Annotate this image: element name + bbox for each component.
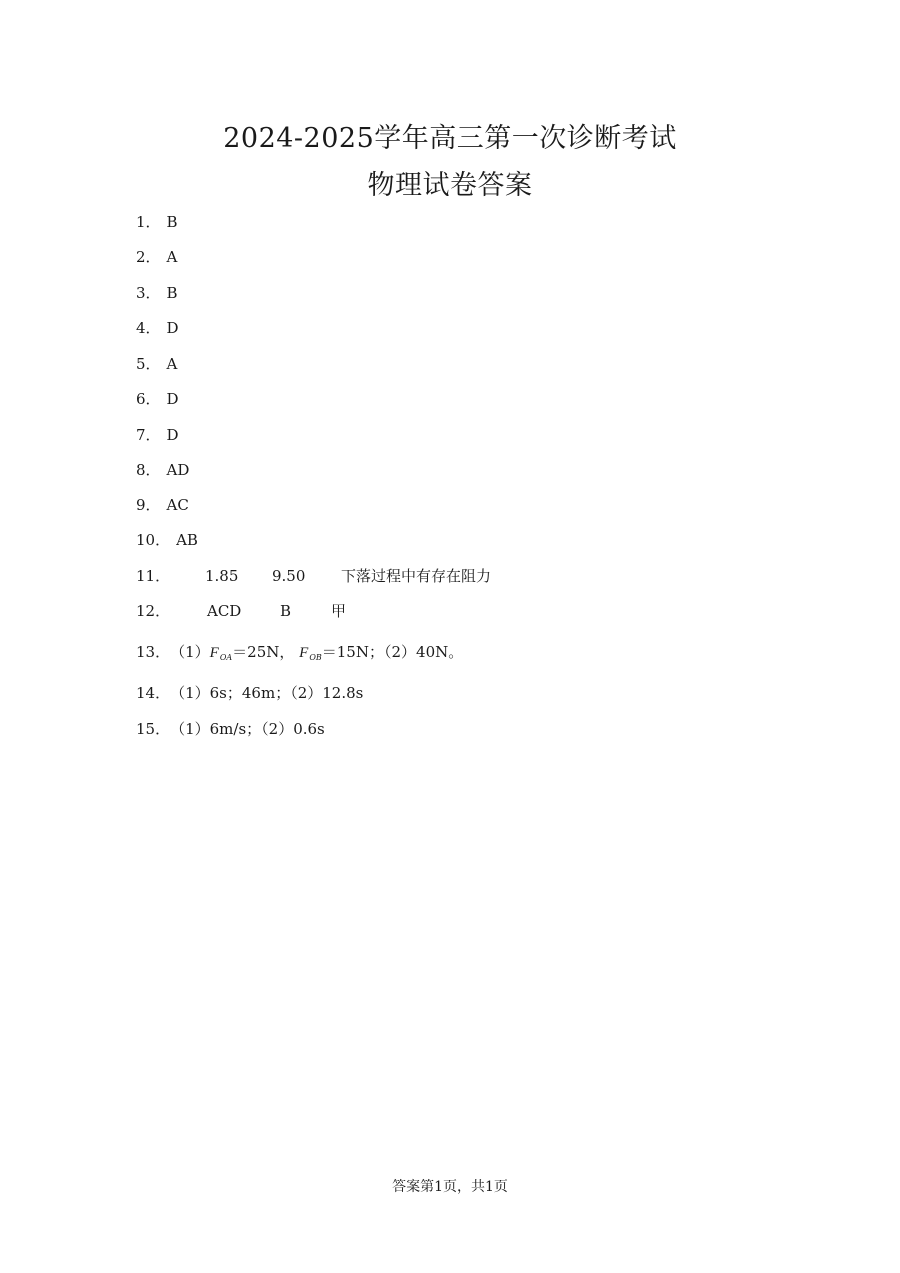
answer-item-12	[136, 601, 346, 621]
force-subscript: OA	[219, 653, 233, 662]
exam-subtitle: 物理试卷答案	[367, 170, 533, 201]
answer-text: （1）6s；46m；（2）12.8s	[170, 684, 364, 702]
answer-item-15	[136, 719, 325, 739]
answer-part-label: （1）	[170, 643, 210, 661]
answer-item-2	[136, 247, 177, 267]
answer-item-8	[136, 460, 189, 480]
question-number: 13．	[136, 643, 171, 661]
page-footer: 答案第1页，共1页	[392, 1179, 508, 1195]
answer-text: A	[166, 355, 178, 373]
question-number: 10．	[136, 531, 171, 549]
force-value: ＝15N；	[321, 643, 384, 661]
question-number: 8．	[136, 461, 161, 479]
answer-blank: 下落过程中有存在阻力	[341, 567, 492, 585]
answer-part-text: （2）40N。	[383, 643, 464, 661]
answer-text: B	[166, 284, 178, 302]
question-number: 1．	[136, 213, 161, 231]
answer-item-13	[136, 642, 463, 668]
answer-item-3	[136, 283, 178, 303]
question-number: 2．	[136, 248, 161, 266]
answer-item-9	[136, 495, 189, 515]
answer-text: AC	[166, 496, 189, 514]
exam-title: 2024-2025学年高三第一次诊断考试	[223, 123, 677, 154]
question-number: 6．	[136, 390, 161, 408]
answer-item-7	[136, 425, 179, 445]
question-number: 7．	[136, 426, 161, 444]
question-number: 9．	[136, 496, 161, 514]
answer-blank: 甲	[331, 602, 347, 620]
answer-item-14	[136, 683, 363, 703]
question-number: 3．	[136, 284, 161, 302]
answer-item-6	[136, 389, 179, 409]
answer-text: （1）6m/s；（2）0.6s	[170, 720, 325, 738]
question-number: 15．	[136, 720, 171, 738]
answer-item-4	[136, 318, 179, 338]
answer-text: D	[166, 319, 179, 337]
force-subscript: OB	[309, 653, 322, 662]
answer-text: AB	[176, 531, 198, 549]
answer-text: D	[166, 426, 179, 444]
answer-blank: B	[280, 602, 292, 620]
answer-text: AD	[166, 461, 190, 479]
question-number: 4．	[136, 319, 161, 337]
force-value: ＝25N，	[232, 643, 295, 661]
answer-item-10	[136, 530, 198, 550]
answer-blank: ACD	[207, 602, 242, 620]
answer-blank: 1.85	[205, 567, 239, 585]
question-number: 5．	[136, 355, 161, 373]
answer-item-11	[136, 566, 491, 586]
answer-blank: 9.50	[272, 567, 306, 585]
answer-text: A	[166, 248, 178, 266]
answer-item-5	[136, 354, 177, 374]
question-number: 12．	[136, 602, 171, 620]
force-symbol: F	[299, 645, 309, 661]
answer-text: B	[166, 213, 178, 231]
question-number: 11．	[136, 567, 171, 585]
force-symbol: F	[209, 645, 219, 661]
question-number: 14．	[136, 684, 171, 702]
answer-item-1	[136, 212, 178, 232]
answer-text: D	[166, 390, 179, 408]
